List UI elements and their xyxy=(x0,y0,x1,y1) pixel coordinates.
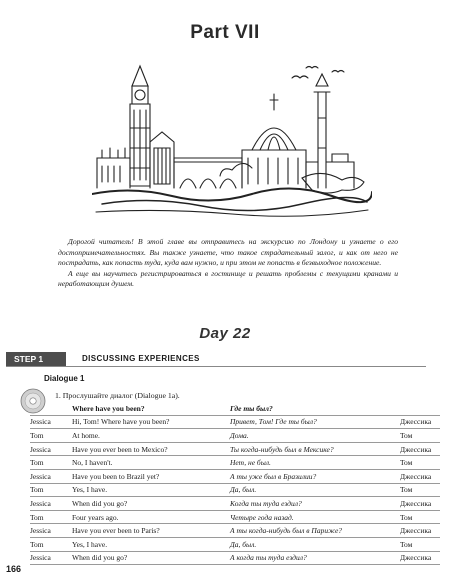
header-ru: Где ты был? xyxy=(230,402,400,415)
table-row xyxy=(30,510,440,524)
table-header-row xyxy=(30,402,440,415)
speaker-cell: Jessica xyxy=(30,442,72,456)
speaker-cell: Tom xyxy=(30,456,72,470)
russian-line-cell: А когда ты туда ездил? xyxy=(230,551,400,565)
russian-line-cell: А ты когда-нибудь был в Париже? xyxy=(230,524,400,538)
table-row xyxy=(30,429,440,443)
speaker-cell: Tom xyxy=(30,483,72,497)
speaker-ru-cell: Том xyxy=(400,456,440,470)
table-row xyxy=(30,551,440,565)
english-line-cell: Have you ever been to Mexico? xyxy=(72,442,230,456)
speaker-cell: Jessica xyxy=(30,524,72,538)
day-title: Day 22 xyxy=(199,325,251,342)
table-row xyxy=(30,456,440,470)
russian-line-cell: Дома. xyxy=(230,429,400,443)
english-line-cell: Yes, I have. xyxy=(72,537,230,551)
speaker-cell: Jessica xyxy=(30,497,72,511)
page-number: 166 xyxy=(6,564,22,574)
table-row xyxy=(30,483,440,497)
russian-line-cell: Привет, Том! Где ты был? xyxy=(230,415,400,429)
english-line-cell: Four years ago. xyxy=(72,510,230,524)
step-heading: DISCUSSING EXPERIENCES xyxy=(82,354,200,363)
speaker-cell: Jessica xyxy=(30,415,72,429)
dialogue-title: Dialogue 1 xyxy=(44,374,85,383)
speaker-ru-cell: Джессика xyxy=(400,497,440,511)
table-row xyxy=(30,469,440,483)
russian-line-cell: Да, был. xyxy=(230,483,400,497)
speaker-ru-cell: Том xyxy=(400,429,440,443)
english-line-cell: Have you ever been to Paris? xyxy=(72,524,230,538)
step-divider xyxy=(6,366,426,367)
speaker-ru-cell: Джессика xyxy=(400,469,440,483)
russian-line-cell: Ты когда-нибудь был в Мексике? xyxy=(230,442,400,456)
dialogue-table xyxy=(30,402,440,565)
speaker-cell: Tom xyxy=(30,429,72,443)
speaker-ru-cell: Джессика xyxy=(400,551,440,565)
speaker-ru-cell: Джессика xyxy=(400,524,440,538)
speaker-cell: Jessica xyxy=(30,551,72,565)
part-title: Part VII xyxy=(190,22,260,43)
speaker-ru-cell: Джессика xyxy=(400,442,440,456)
intro-text xyxy=(58,237,398,290)
speaker-ru-cell: Том xyxy=(400,483,440,497)
russian-line-cell: Четыре года назад. xyxy=(230,510,400,524)
russian-line-cell: Нет, не был. xyxy=(230,456,400,470)
speaker-ru-cell: Том xyxy=(400,537,440,551)
instruction-text: 1. Прослушайте диалог (Dialogue 1a). xyxy=(55,391,180,400)
english-line-cell: At home. xyxy=(72,429,230,443)
speaker-ru-cell: Джессика xyxy=(400,415,440,429)
russian-line-cell: Да, был. xyxy=(230,537,400,551)
russian-line-cell: А ты уже был в Бразилии? xyxy=(230,469,400,483)
table-row xyxy=(30,524,440,538)
speaker-ru-cell: Том xyxy=(400,510,440,524)
english-line-cell: Hi, Tom! Where have you been? xyxy=(72,415,230,429)
speaker-cell: Tom xyxy=(30,537,72,551)
intro-paragraph-2: А еще вы научитесь регистрироваться в гостинице и решать проблемы с текущими кранами и неработающим душем. xyxy=(58,268,398,289)
english-line-cell: Yes, I have. xyxy=(72,483,230,497)
english-line-cell: No, I haven't. xyxy=(72,456,230,470)
london-sketch-illustration xyxy=(92,58,372,228)
english-line-cell: When did you go? xyxy=(72,551,230,565)
russian-line-cell: Когда ты туда ездил? xyxy=(230,497,400,511)
table-row xyxy=(30,442,440,456)
table-row xyxy=(30,415,440,429)
step-label: STEP 1 xyxy=(6,352,66,366)
speaker-cell: Jessica xyxy=(30,469,72,483)
header-en: Where have you been? xyxy=(72,402,230,415)
speaker-cell: Tom xyxy=(30,510,72,524)
intro-paragraph-1: Дорогой читатель! В этой главе вы отправитесь на экскурсию по Лондону и узнаете о его достопримечательностях. Вы также узнаете, что такое страдательный залог, и как от него не пострадать, как попасть туда, куда вам нужно, и при этом не попасть в безвыходное положение. xyxy=(58,237,398,268)
table-row xyxy=(30,497,440,511)
english-line-cell: When did you go? xyxy=(72,497,230,511)
english-line-cell: Have you been to Brazil yet? xyxy=(72,469,230,483)
table-row xyxy=(30,537,440,551)
